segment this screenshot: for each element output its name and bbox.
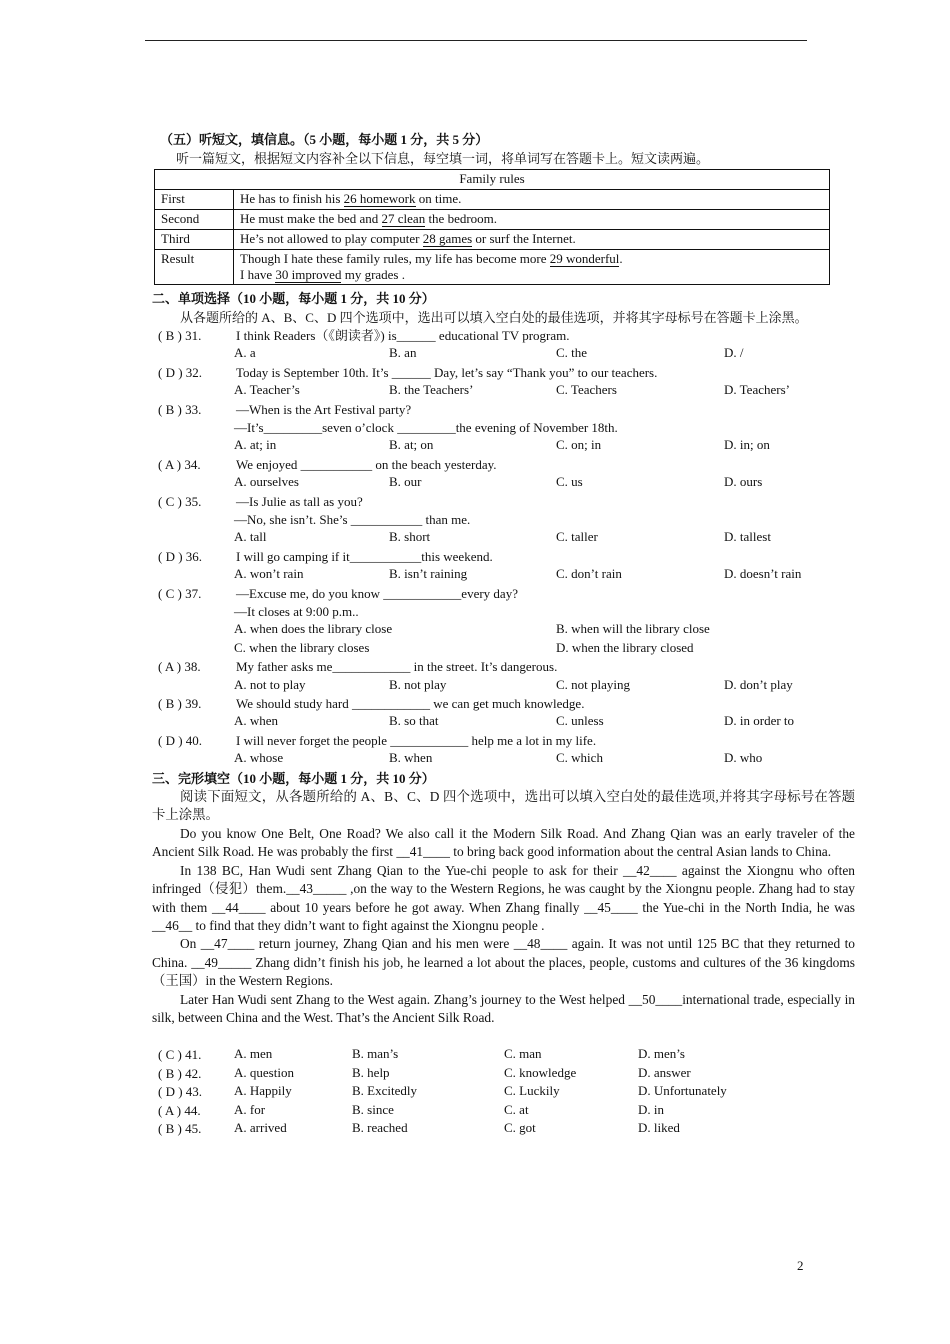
- page-number: 2: [797, 1258, 804, 1273]
- option: B. at; on: [389, 437, 434, 453]
- question-number: ( C ) 37.: [158, 585, 202, 601]
- listening-heading: （五）听短文，填信息。（5 小题，每小题 1 分，共 5 分）: [160, 132, 489, 147]
- option: A. arrived: [234, 1120, 287, 1136]
- option: D. answer: [638, 1064, 691, 1080]
- listening-instruction: 听一篇短文，根据短文内容补全以下信息，每空填一词，将单词写在答题卡上。短文读两遍。: [176, 151, 710, 166]
- option: B. so that: [389, 713, 439, 729]
- question-number: ( B ) 42.: [158, 1065, 202, 1081]
- question-stem: My father asks me____________ in the street. It’s dangerous.: [236, 659, 558, 675]
- question-number: ( C ) 41.: [158, 1047, 202, 1062]
- option: D. liked: [638, 1120, 680, 1136]
- option: B. an: [389, 345, 417, 361]
- question-stem: —It closes at 9:00 p.m..: [234, 604, 359, 619]
- option: A. when: [234, 713, 279, 729]
- option: B. when will the library close: [556, 621, 710, 637]
- question-stem: We should study hard ____________ we can get much knowledge.: [236, 696, 585, 711]
- question-number: ( A ) 44.: [158, 1102, 201, 1118]
- option: D. when the library closed: [556, 639, 694, 655]
- option: A. Teacher’s: [234, 382, 300, 398]
- table-row: Third He’s not allowed to play computer 28 games or surf the Internet.: [155, 230, 830, 250]
- option: C. knowledge: [504, 1064, 577, 1080]
- option: D. don’t play: [724, 676, 793, 692]
- option: D. ours: [724, 474, 763, 490]
- option: D. /: [724, 345, 744, 361]
- question-number: ( C ) 35.: [158, 493, 202, 509]
- question-number: ( B ) 39.: [158, 696, 202, 711]
- table-title: Family rules: [155, 170, 830, 190]
- question-number: ( A ) 34.: [158, 456, 201, 472]
- question-number: ( D ) 40.: [158, 732, 203, 748]
- option: C. don’t rain: [556, 566, 622, 582]
- option: B. man’s: [352, 1046, 399, 1061]
- question-stem: —Is Julie as tall as you?: [236, 493, 363, 509]
- option: C. Teachers: [556, 382, 617, 398]
- answer-blank: 27 clean: [381, 211, 426, 226]
- option: D. tallest: [724, 529, 771, 545]
- answer-blank: 30 improved: [275, 267, 342, 282]
- option: B. Excitedly: [352, 1083, 417, 1099]
- table-row: Second He must make the bed and 27 clean the bedroom.: [155, 210, 830, 230]
- question-stem: —No, she isn’t. She’s ___________ than me.: [234, 512, 471, 527]
- question-stem: —Excuse me, do you know ____________every day?: [236, 585, 518, 601]
- option: B. isn’t raining: [389, 566, 468, 582]
- passage-paragraph: Later Han Wudi sent Zhang to the West again. Zhang’s journey to the West helped __50____international trade, especially in silk, between China and the West. That’s the Ancient Silk Road.: [152, 991, 855, 1026]
- cloze-passage: [152, 825, 855, 1027]
- mc-instruction: 从各题所给的 A、B、C、D 四个选项中，选出可以填入空白处的最佳选项，并将其字母标号在答题卡上涂黑。: [180, 310, 808, 325]
- family-rules-table: [154, 169, 830, 285]
- mc-heading: 二、单项选择（10 小题，每小题 1 分，共 10 分）: [152, 291, 435, 306]
- question-number: ( B ) 33.: [158, 401, 202, 417]
- question-number: ( D ) 36.: [158, 548, 203, 564]
- option: B. since: [352, 1101, 394, 1117]
- question-number: ( B ) 31.: [158, 328, 202, 343]
- cloze-heading: 三、完形填空（10 小题，每小题 1 分，共 10 分）: [152, 771, 435, 786]
- question-stem: I think Readers（《朗读者》) is______ educational TV program.: [236, 328, 570, 343]
- question-stem: —When is the Art Festival party?: [236, 401, 412, 417]
- option: A. won’t rain: [234, 566, 304, 582]
- question-stem: I will never forget the people ____________ help me a lot in my life.: [236, 732, 597, 748]
- option: A. a: [234, 345, 256, 361]
- option: A. when does the library close: [234, 621, 393, 637]
- question-stem: Today is September 10th. It’s ______ Day, let’s say “Thank you” to our teachers.: [236, 364, 658, 380]
- table-row: Result Though I hate these family rules, my life has become more 29 wonderful. I have 30 improved my grades .: [155, 250, 830, 285]
- option: D. in order to: [724, 713, 795, 729]
- option: D. in: [638, 1101, 664, 1117]
- option: B. our: [389, 474, 422, 490]
- question-number: ( A ) 38.: [158, 659, 201, 675]
- option: C. Luckily: [504, 1083, 560, 1099]
- option: C. at: [504, 1101, 529, 1117]
- option: C. unless: [556, 713, 604, 729]
- top-rule: [145, 40, 807, 41]
- cloze-instruction: 阅读下面短文，从各题所给的 A、B、C、D 四个选项中，选出可以填入空白处的最佳选项,并将其字母标号在答题卡上涂黑。: [152, 789, 855, 823]
- question-stem: I will go camping if it___________this weekend.: [236, 548, 493, 564]
- passage-paragraph: On __47____ return journey, Zhang Qian and his men were __48____ again. It was not until 125 BC that they returned to China. __49_____ Zhang didn’t finish his job, he learned a lot about the places, people, customs and cultures of the 36 kingdoms（王国）in the Western Regions.: [152, 936, 855, 989]
- option: B. reached: [352, 1120, 408, 1136]
- option: C. when the library closes: [234, 639, 370, 655]
- option: C. taller: [556, 529, 598, 545]
- option: C. got: [504, 1120, 536, 1136]
- option: D. in; on: [724, 437, 770, 453]
- option: C. the: [556, 345, 588, 361]
- option: A. for: [234, 1101, 266, 1117]
- option: A. Happily: [234, 1083, 292, 1099]
- option: A. question: [234, 1064, 294, 1080]
- option: B. when: [389, 750, 433, 766]
- passage-paragraph: In 138 BC, Han Wudi sent Zhang Qian to the Yue-chi people to ask for their __42____ against the Xiongnu who often infringed（侵犯）them.__43_____ ,on the way to the Western Regions, he was caught by the Xiongnu people. Zhang had to stay with them __44____ about 10 years before he got away. When Zhang finally __45____ the Yue-chi in the North India, he was __46__ to find that they didn’t want to fight against the Xiongnu people .: [152, 862, 855, 934]
- option: A. at; in: [234, 437, 277, 453]
- option: C. which: [556, 750, 603, 766]
- passage-paragraph: Do you know One Belt, One Road? We also call it the Modern Silk Road. And Zhang Qian was an early traveler of the Ancient Silk Road. He was probably the first __41____ to bring back good information about the central Asian lands to China.: [152, 826, 855, 860]
- option: A. whose: [234, 750, 284, 766]
- option: D. Unfortunately: [638, 1083, 727, 1099]
- option: D. who: [724, 750, 763, 766]
- option: A. men: [234, 1046, 273, 1061]
- option: C. not playing: [556, 676, 631, 692]
- answer-blank: 28 games: [422, 231, 473, 246]
- option: C. us: [556, 474, 583, 490]
- option: B. not play: [389, 676, 447, 692]
- question-number: ( B ) 45.: [158, 1121, 202, 1137]
- option: D. Teachers’: [724, 382, 790, 398]
- option: B. the Teachers’: [389, 382, 474, 398]
- option: A. ourselves: [234, 474, 299, 490]
- table-row: First He has to finish his 26 homework on time.: [155, 190, 830, 210]
- question-number: ( D ) 32.: [158, 364, 203, 380]
- option: B. help: [352, 1064, 390, 1080]
- answer-blank: 26 homework: [343, 191, 416, 206]
- option: D. doesn’t rain: [724, 566, 802, 582]
- question-stem: We enjoyed ___________ on the beach yesterday.: [236, 456, 497, 472]
- option: D. men’s: [638, 1046, 685, 1061]
- option: B. short: [389, 529, 431, 545]
- option: C. man: [504, 1046, 542, 1061]
- question-stem: —It’s_________seven o’clock _________the evening of November 18th.: [234, 420, 618, 435]
- option: A. not to play: [234, 676, 306, 692]
- option: C. on; in: [556, 437, 602, 453]
- option: A. tall: [234, 529, 267, 545]
- question-number: ( D ) 43.: [158, 1084, 203, 1100]
- answer-blank: 29 wonderful: [549, 251, 620, 266]
